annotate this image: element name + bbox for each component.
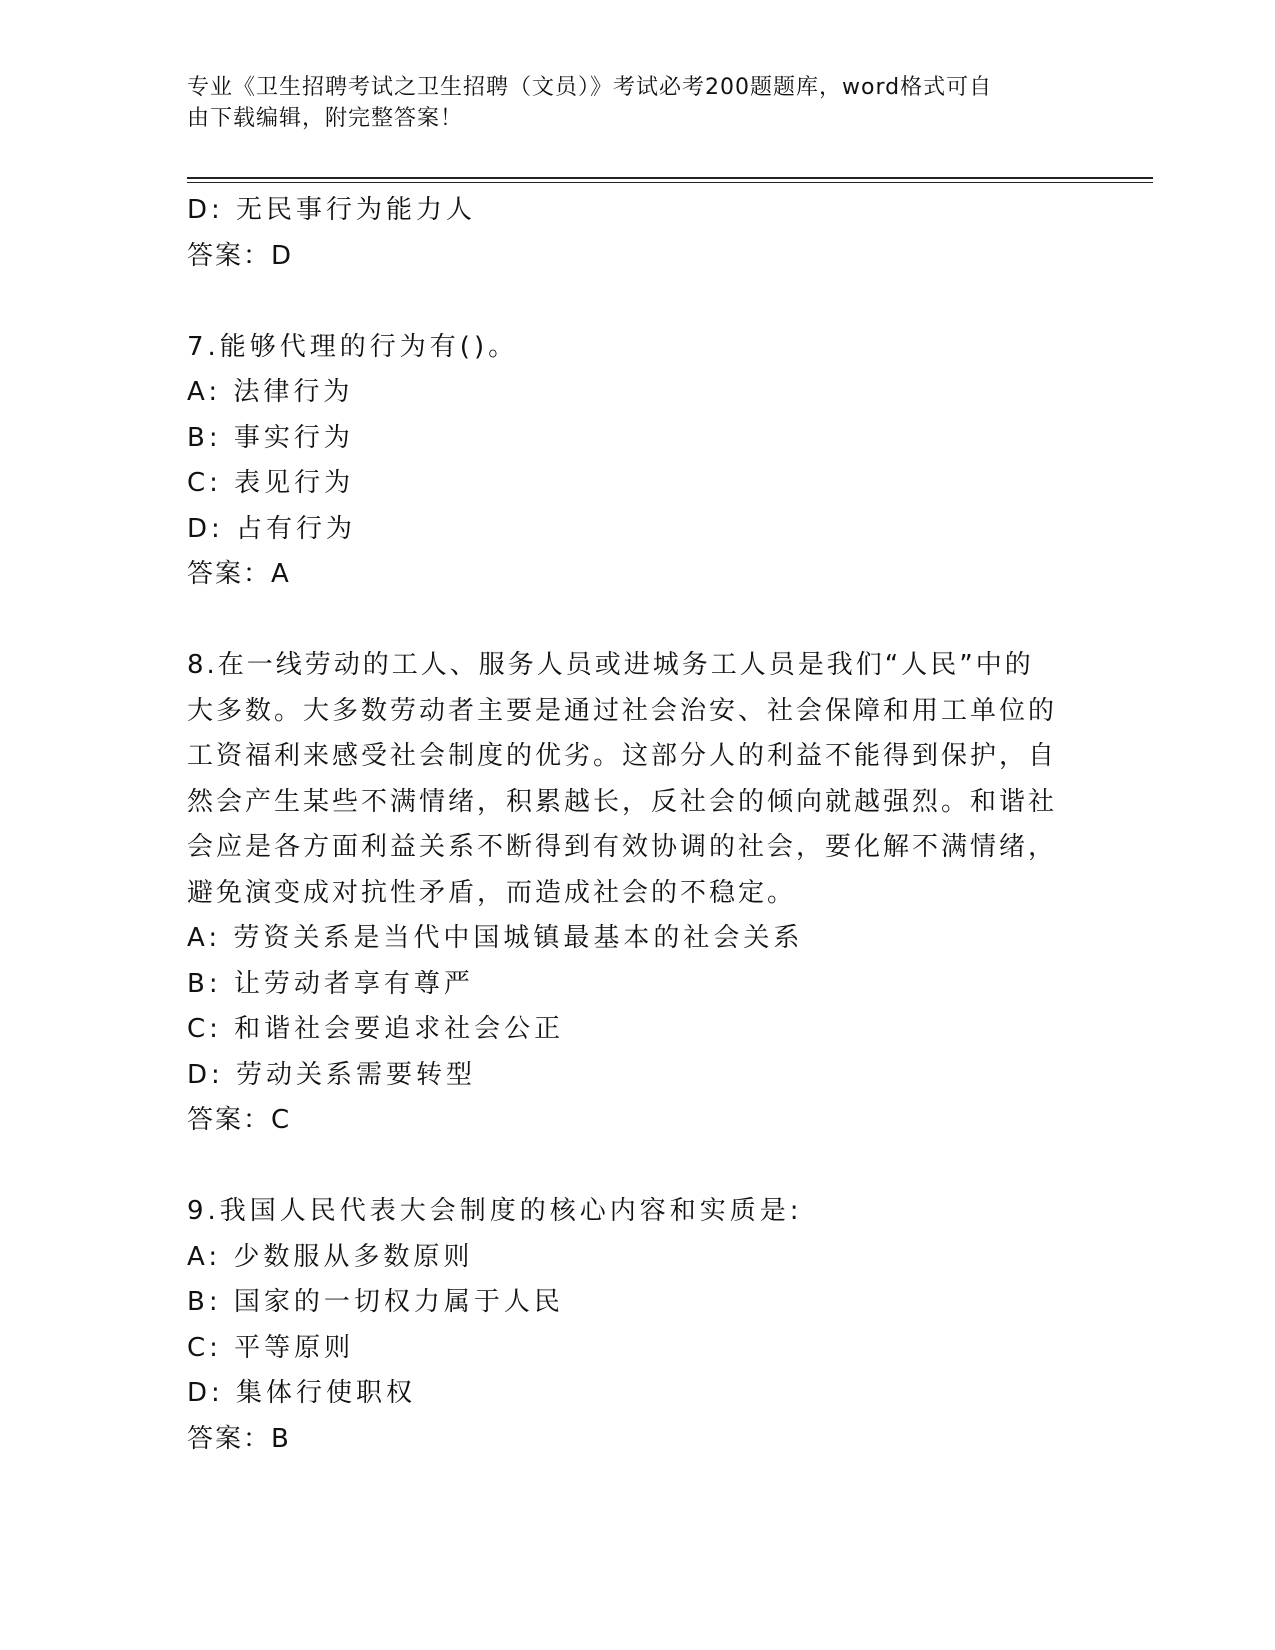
question-8-stem-line: 8.在一线劳动的工人、服务人员或进城务工人员是我们“人民”中的 [187, 650, 1034, 680]
option-d: D: 无民事行为能力人 [187, 195, 477, 225]
question-8-option-a: A: 劳资关系是当代中国城镇最基本的社会关系 [187, 923, 804, 953]
question-9-option-d: D: 集体行使职权 [187, 1378, 417, 1408]
question-8-stem-line: 工资福利来感受社会制度的优劣。这部分人的利益不能得到保护，自 [187, 741, 1058, 771]
question-9-option-b: B: 国家的一切权力属于人民 [187, 1287, 564, 1317]
header-divider-thin [187, 182, 1153, 183]
header-line-2: 由下载编辑，附完整答案！ [187, 106, 464, 131]
answer-line: 答案：D [187, 240, 294, 271]
question-7-option-b: B: 事实行为 [187, 422, 354, 453]
question-9-option-c: C: 平等原则 [187, 1332, 355, 1363]
question-7-option-a: A: 法律行为 [187, 377, 354, 407]
question-8-stem-line: 避免演变成对抗性矛盾，而造成社会的不稳定。 [187, 877, 797, 908]
spacer [187, 598, 1067, 644]
question-7-answer: 答案：A [187, 559, 291, 589]
question-8-option-d: D: 劳动关系需要转型 [187, 1059, 477, 1090]
question-9-answer: 答案：B [187, 1423, 291, 1454]
spacer [187, 279, 1067, 325]
question-8-option-c: C: 和谐社会要追求社会公正 [187, 1014, 565, 1044]
question-8-option-b: B: 让劳动者享有尊严 [187, 968, 474, 999]
question-9-option-a: A: 少数服从多数原则 [187, 1241, 474, 1272]
question-8-answer: 答案：C [187, 1105, 292, 1135]
question-7-option-d: D: 占有行为 [187, 513, 357, 544]
question-8-stem-line: 会应是各方面利益关系不断得到有效协调的社会，要化解不满情绪， [187, 832, 1058, 862]
question-7-stem: 7.能够代理的行为有()。 [187, 331, 519, 362]
question-8-stem-line: 大多数。大多数劳动者主要是通过社会治安、社会保障和用工单位的 [187, 695, 1058, 726]
header-line-1: 专业《卫生招聘考试之卫生招聘（文员）》考试必考200题题库，word格式可自 [187, 75, 993, 100]
question-content [187, 188, 1067, 1462]
question-8-stem-line: 然会产生某些不满情绪，积累越长，反社会的倾向就越强烈。和谐社 [187, 786, 1058, 817]
document-header [187, 72, 1067, 134]
header-divider-thick [187, 177, 1153, 179]
spacer [187, 1144, 1067, 1190]
question-7-option-c: C: 表见行为 [187, 468, 355, 498]
question-9-stem: 9.我国人民代表大会制度的核心内容和实质是: [187, 1196, 803, 1226]
